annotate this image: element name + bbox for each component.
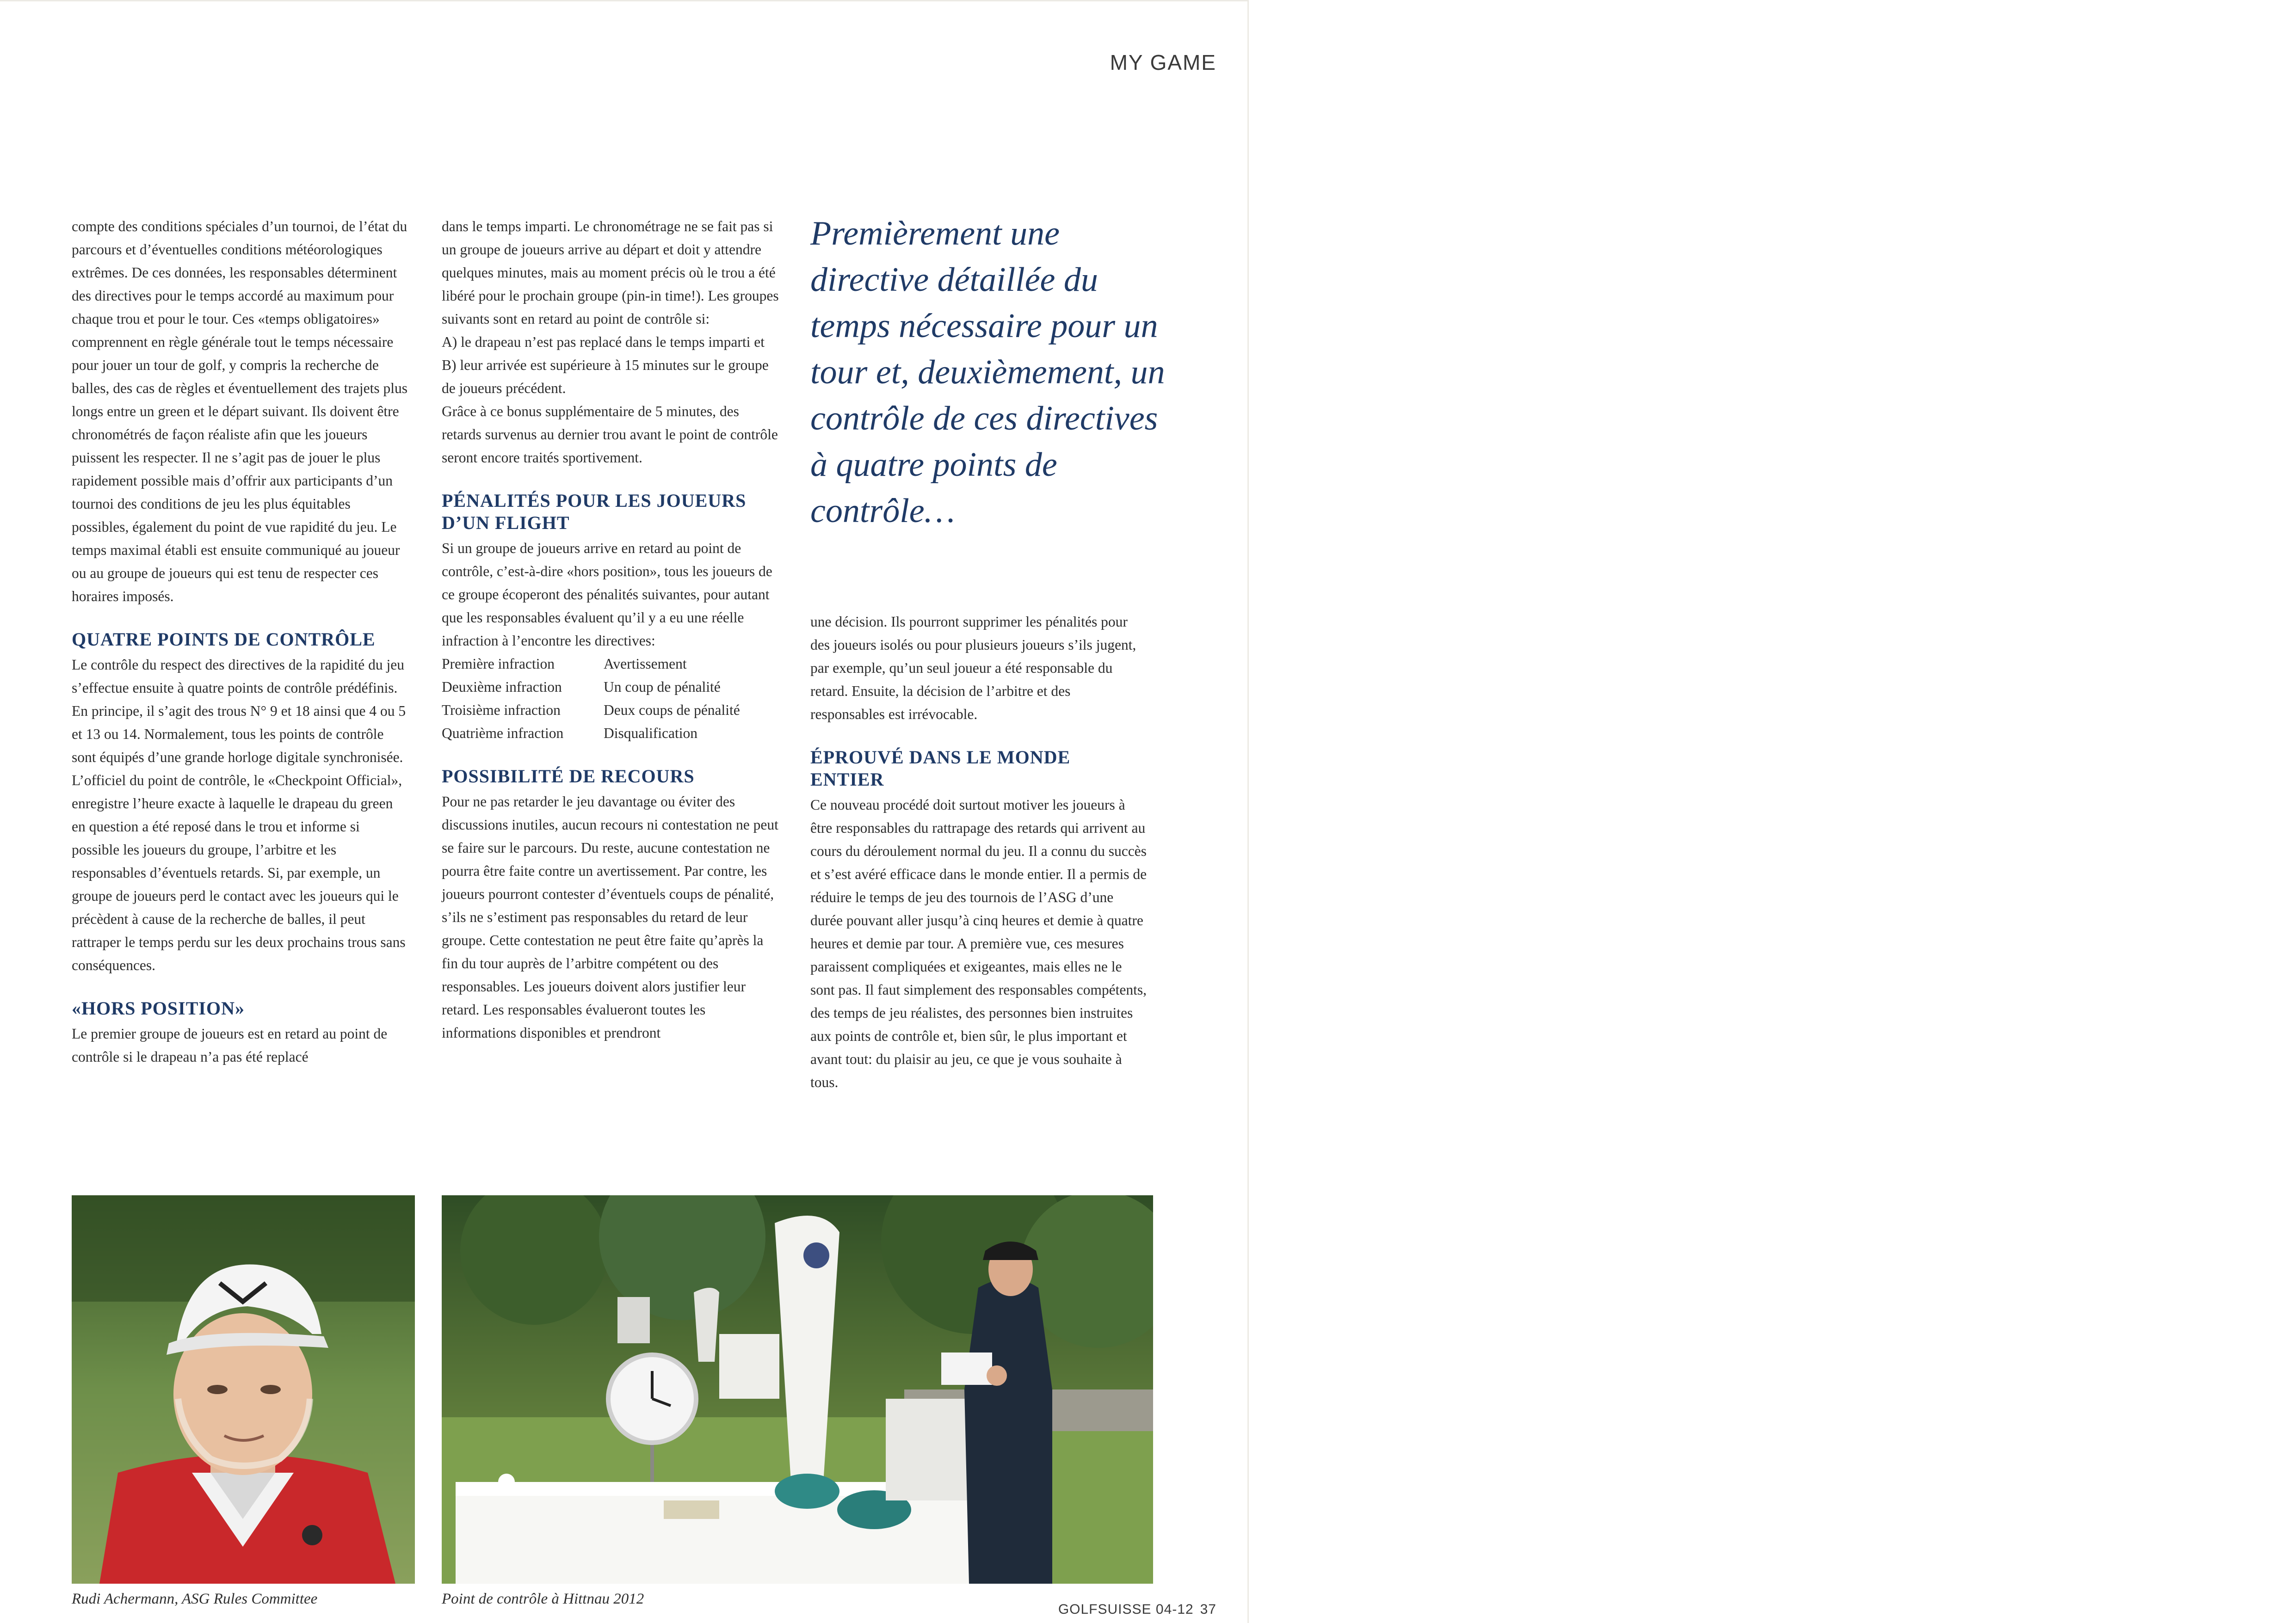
penalty-row <box>442 652 740 676</box>
penalty-table <box>442 652 740 745</box>
paragraph: Si un groupe de joueurs arrive en retard au point de contrôle, c’est-à-dire «hors position», tous les joueurs de ce groupe écoperont des pénalités suivantes, pour autant que les responsables évaluent qu’il y a eu une réelle infraction à l’encontre les directives: <box>442 540 772 649</box>
infraction-cell: Première infraction <box>442 656 555 672</box>
subheading-penalites: PÉNALITÉS POUR LES JOUEURS D’UN FLIGHT <box>442 490 747 533</box>
penalty-row <box>442 676 740 699</box>
paragraph: compte des conditions spéciales d’un tournoi, de l’état du parcours et d’éventuelles conditions météorologiques extrêmes. De ces données, les responsables déterminent des directives pour le temps accordé au maximum pour chaque trou et pour le tour. Ces «temps obligatoires» comprennent en règle générale tout le temps nécessaire pour jouer un tour de golf, y compris la recherche de balles, des cas de règles et éventuellement des trajets plus longs entre un green et le départ suivant. Ils doivent être chronométrés de façon réaliste afin que les joueurs puissent les respecter. Il ne s’agit pas de jouer le plus rapidement possible mais d’offrir aux participants d’un tournoi des conditions de jeu les plus équitables possibles, également du point de vue rapidité du jeu. Le temps maximal établi est ensuite communiqué au joueur ou au groupe de joueurs qui est tenu de respecter ces horaires imposés. <box>72 218 407 604</box>
subheading-hors-position: «HORS POSITION» <box>72 998 245 1019</box>
pull-quote: Premièrement une directive détaillée du temps nécessaire pour un tour et, deuxièmement, un contrôle de ces directives à quatre points de contrôle… <box>810 215 1165 530</box>
paragraph: Le contrôle du respect des directives de la rapidité du jeu s’effectue ensuite à quatre points de contrôle prédéfinis. En principe, il s’agit des trous N° 9 et 18 ainsi que 4 ou 5 et 13 ou 14. Normalement, tous les points de contrôle sont équipés d’une grande horloge digitale synchronisée. L’officiel du point de contrôle, le «Checkpoint Official», enregistre l’heure exacte à laquelle le drapeau du green en question a été reposé dans le trou et informe si possible les joueurs du groupe, l’arbitre et les responsables d’éventuels retards. Si, par exemple, un groupe de joueurs perd le contact avec les joueurs qui le précèdent à cause de la recherche de balles, il peut rattraper le temps perdu sur les deux prochains trous sans conséquences. <box>72 657 406 973</box>
photo-portrait <box>72 1195 415 1584</box>
article-column-3 <box>810 610 1148 1094</box>
page-footer <box>1036 1602 1216 1617</box>
photo-caption-portrait: Rudi Achermann, ASG Rules Committee <box>72 1591 318 1607</box>
photo-caption-checkpoint: Point de contrôle à Hittnau 2012 <box>442 1591 644 1607</box>
penalty-cell: Avertissement <box>604 656 687 672</box>
penalty-cell: Un coup de pénalité <box>604 679 721 695</box>
section-label: MY GAME <box>1110 50 1216 74</box>
subheading-recours: POSSIBILITÉ DE RECOURS <box>442 766 695 787</box>
article-column-2 <box>442 215 779 1045</box>
paragraph: dans le temps imparti. Le chronométrage ne se fait pas si un groupe de joueurs arrive au départ et doit y attendre quelques minutes, mais au moment précis où le trou a été libéré pour le prochain groupe (pin-in time!). Les groupes suivants sont en retard au point de contrôle si: <box>442 218 779 327</box>
paragraph: Grâce à ce bonus supplémentaire de 5 minutes, des retards survenus au dernier trou avant le point de contrôle seront encore traités sportivement. <box>442 403 778 466</box>
page-number: 37 <box>1200 1602 1216 1617</box>
infraction-cell: Deuxième infraction <box>442 679 562 695</box>
article-column-1 <box>72 215 409 1069</box>
infraction-cell: Troisième infraction <box>442 702 561 718</box>
paragraph: Pour ne pas retarder le jeu davantage ou éviter des discussions inutiles, aucun recours ni contestation ne peut se faire sur le parcours. Du reste, aucune contestation ne pourra être faite contre un avertissement. Par contre, les joueurs pourront contester d’éventuels coups de pénalité, s’ils ne s’estiment pas responsables du retard de leur groupe. Cette contestation ne peut être faite qu’après la fin du tour auprès de l’arbitre compétent ou des responsables. Les joueurs doivent alors justifier leur retard. Les responsables évalueront toutes les informations disponibles et prendront <box>442 793 778 1041</box>
condition-a: A) le drapeau n’est pas replacé dans le temps imparti et <box>442 334 765 350</box>
portrait-illustration <box>72 1195 415 1584</box>
subheading-eprouve: ÉPROUVÉ DANS LE MONDE ENTIER <box>810 747 1071 790</box>
paragraph: une décision. Ils pourront supprimer les pénalités pour des joueurs isolés ou pour plusieurs joueurs s’ils jugent, par exemple, qu’un seul joueur a été responsable du retard. Ensuite, la décision de l’arbitre et des responsables est irrévocable. <box>810 614 1136 722</box>
penalty-row <box>442 699 740 722</box>
checkpoint-illustration <box>442 1195 1153 1584</box>
infraction-cell: Quatrième infraction <box>442 725 564 741</box>
magazine-issue: GOLFSUISSE 04-12 <box>1058 1602 1194 1617</box>
photo-checkpoint <box>442 1195 1153 1584</box>
paragraph: Ce nouveau procédé doit surtout motiver les joueurs à être responsables du rattrapage des retards qui arrivent au cours du déroulement normal du jeu. Il a connu du succès et s’est avéré efficace dans le monde entier. Il a permis de réduire le temps de jeu des tournois de l’ASG d’une durée pouvant aller jusqu’à cinq heures et demie à quatre heures et demie par tour. A première vue, ces mesures paraissent compliquées et exigeantes, mais elles ne le sont pas. Il faut simplement des responsables compétents, des temps de jeu réalistes, des personnes bien instruites aux points de contrôle et, bien sûr, le plus important et avant tout: du plaisir au jeu, ce que je vous souhaite à tous. <box>810 797 1147 1090</box>
penalty-row <box>442 722 740 745</box>
paragraph: Le premier groupe de joueurs est en retard au point de contrôle si le drapeau n’a pas été replacé <box>72 1026 388 1065</box>
condition-b: B) leur arrivée est supérieure à 15 minutes sur le groupe de joueurs précédent. <box>442 357 769 396</box>
penalty-cell: Deux coups de pénalité <box>604 702 740 718</box>
subheading-quatre-points: QUATRE POINTS DE CONTRÔLE <box>72 629 376 650</box>
penalty-cell: Disqualification <box>604 725 697 741</box>
